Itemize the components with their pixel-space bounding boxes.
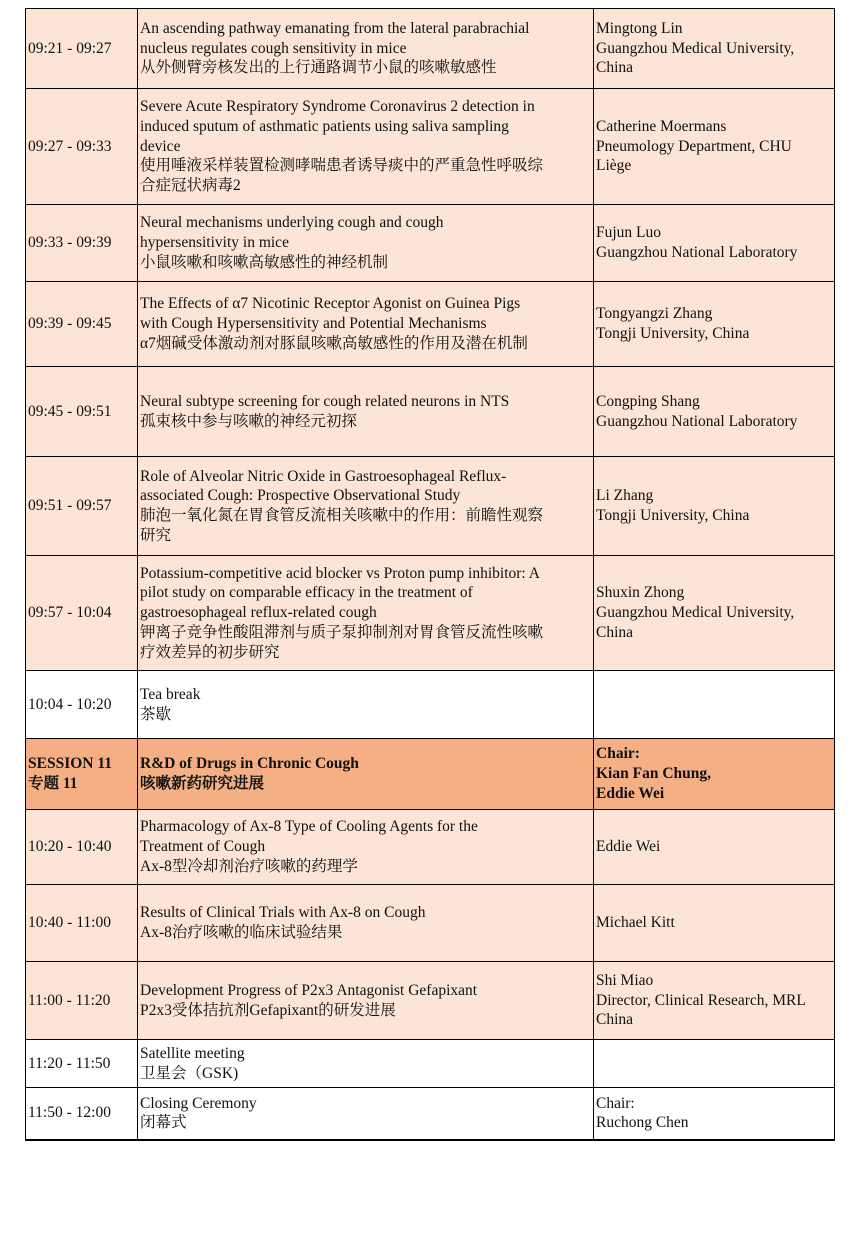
speaker-affiliation: Pneumology Department, CHU xyxy=(596,137,792,155)
talk-title xyxy=(138,1040,594,1088)
time-cell: 11:00 - 11:20 xyxy=(26,962,138,1040)
schedule-table xyxy=(25,8,835,1141)
speaker-name: Chair: xyxy=(596,1094,635,1112)
time-cell: 10:40 - 11:00 xyxy=(26,885,138,962)
speaker-affiliation: Kian Fan Chung, xyxy=(596,765,712,783)
speaker-affiliation: Director, Clinical Research, MRL xyxy=(596,991,806,1009)
title-line: Treatment of Cough xyxy=(140,838,266,856)
speaker-name: Congping Shang xyxy=(596,392,700,410)
talk-title xyxy=(138,367,594,457)
title-line: 小鼠咳嗽和咳嗽高敏感性的神经机制 xyxy=(140,253,389,271)
title-line: Development Progress of P2x3 Antagonist Gefapixant xyxy=(140,981,478,999)
talk-row xyxy=(26,556,835,671)
title-line: with Cough Hypersensitivity and Potential Mechanisms xyxy=(140,315,487,333)
speaker-affiliation: China xyxy=(596,623,634,641)
title-line: associated Cough: Prospective Observational Study xyxy=(140,487,461,505)
time-cell: 09:21 - 09:27 xyxy=(26,9,138,89)
speaker-cell xyxy=(594,367,835,457)
talk-row xyxy=(26,89,835,205)
title-line: hypersensitivity in mice xyxy=(140,234,289,252)
speaker-name: Michael Kitt xyxy=(596,914,675,932)
title-line: 从外侧臂旁核发出的上行通路调节小鼠的咳嗽敏感性 xyxy=(140,59,497,77)
time-cell: 09:57 - 10:04 xyxy=(26,556,138,671)
title-line: induced sputum of asthmatic patients using saliva sampling xyxy=(140,117,509,135)
time-cell: 10:04 - 10:20 xyxy=(26,671,138,739)
talk-title xyxy=(138,457,594,556)
speaker-affiliation: Liège xyxy=(596,157,632,175)
title-line: R&D of Drugs in Chronic Cough xyxy=(140,755,359,773)
break-row xyxy=(26,671,835,739)
time-cell: 09:51 - 09:57 xyxy=(26,457,138,556)
title-line: 咳嗽新药研究进展 xyxy=(140,775,265,792)
time-cell: 09:45 - 09:51 xyxy=(26,367,138,457)
title-line: 卫星会（GSK) xyxy=(140,1064,239,1082)
talk-title xyxy=(138,885,594,962)
talk-title xyxy=(138,810,594,885)
speaker-affiliation: Guangzhou Medical University, xyxy=(596,39,795,57)
title-line: pilot study on comparable efficacy in the treatment of xyxy=(140,584,473,602)
session-label-line: SESSION 11 xyxy=(28,755,113,773)
talk-title xyxy=(138,9,594,89)
speaker-name: Eddie Wei xyxy=(596,838,661,856)
time-cell: 11:50 - 12:00 xyxy=(26,1088,138,1140)
title-line: Neural subtype screening for cough related neurons in NTS xyxy=(140,392,510,410)
speaker-cell xyxy=(594,671,835,739)
speaker-affiliation: Guangzhou National Laboratory xyxy=(596,244,798,261)
title-line: Severe Acute Respiratory Syndrome Coronavirus 2 detection in xyxy=(140,98,535,116)
speaker-cell xyxy=(594,962,835,1040)
title-line: 钾离子竞争性酸阻滞剂与质子泵抑制剂对胃食管反流性咳嗽 xyxy=(140,623,544,641)
break-row xyxy=(26,1040,835,1088)
talk-title xyxy=(138,1088,594,1140)
speaker-affiliation: Tongji University, China xyxy=(596,507,750,524)
title-line: Neural mechanisms underlying cough and cough xyxy=(140,214,444,232)
title-line: 疗效差异的初步研究 xyxy=(140,643,280,661)
speaker-cell xyxy=(594,1040,835,1088)
speaker-name: Li Zhang xyxy=(596,487,654,505)
break-row xyxy=(26,1088,835,1140)
session-label-line: 专题 11 xyxy=(28,775,78,792)
speaker-name: Chair: xyxy=(596,745,640,763)
talk-title xyxy=(138,89,594,205)
speaker-affiliation: Tongji University, China xyxy=(596,325,750,342)
speaker-affiliation: Guangzhou National Laboratory xyxy=(596,412,798,430)
title-line: Ax-8型冷却剂治疗咳嗽的药理学 xyxy=(140,857,358,875)
talk-row xyxy=(26,457,835,556)
speaker-name: Catherine Moermans xyxy=(596,117,727,135)
title-line: 闭幕式 xyxy=(140,1114,187,1132)
title-line: 茶歇 xyxy=(140,705,172,723)
session-header-row xyxy=(26,739,835,810)
title-line: 孤束核中参与咳嗽的神经元初探 xyxy=(140,412,358,430)
talk-title xyxy=(138,282,594,367)
speaker-cell xyxy=(594,205,835,282)
speaker-affiliation: China xyxy=(596,1011,634,1029)
talk-title xyxy=(138,962,594,1040)
speaker-cell xyxy=(594,89,835,205)
speaker-affiliation: Ruchong Chen xyxy=(596,1114,689,1132)
speaker-affiliation: China xyxy=(596,59,634,77)
speaker-affiliation: Eddie Wei xyxy=(596,784,665,802)
title-line: Closing Ceremony xyxy=(140,1094,257,1112)
session-title xyxy=(138,739,594,810)
session-chairs xyxy=(594,739,835,810)
time-cell: 09:39 - 09:45 xyxy=(26,282,138,367)
time-cell: 09:33 - 09:39 xyxy=(26,205,138,282)
title-line: Tea break xyxy=(140,685,201,703)
talk-row xyxy=(26,205,835,282)
speaker-name: Tongyangzi Zhang xyxy=(596,305,713,323)
speaker-cell xyxy=(594,810,835,885)
speaker-cell xyxy=(594,457,835,556)
title-line: Role of Alveolar Nitric Oxide in Gastroesophageal Reflux- xyxy=(140,467,507,485)
title-line: Ax-8治疗咳嗽的临床试验结果 xyxy=(140,924,343,941)
title-line: device xyxy=(140,137,181,155)
speaker-name: Shuxin Zhong xyxy=(596,584,685,602)
title-line: Potassium-competitive acid blocker vs Proton pump inhibitor: A xyxy=(140,564,540,582)
talk-row xyxy=(26,367,835,457)
talk-title xyxy=(138,671,594,739)
talk-row xyxy=(26,810,835,885)
speaker-name: Shi Miao xyxy=(596,971,654,989)
title-line: 肺泡一氧化氮在胃食管反流相关咳嗽中的作用：前瞻性观察 xyxy=(140,507,544,524)
talk-row xyxy=(26,885,835,962)
time-cell: 10:20 - 10:40 xyxy=(26,810,138,885)
speaker-cell xyxy=(594,9,835,89)
title-line: gastroesophageal reflux-related cough xyxy=(140,604,377,622)
talk-title xyxy=(138,556,594,671)
speaker-cell xyxy=(594,1088,835,1140)
title-line: Results of Clinical Trials with Ax-8 on Cough xyxy=(140,904,426,922)
speaker-cell xyxy=(594,885,835,962)
time-cell: 09:27 - 09:33 xyxy=(26,89,138,205)
title-line: Satellite meeting xyxy=(140,1044,245,1062)
title-line: P2x3受体拮抗剂Gefapixant的研发进展 xyxy=(140,1001,396,1019)
title-line: Pharmacology of Ax-8 Type of Cooling Agents for the xyxy=(140,818,478,836)
session-label xyxy=(26,739,138,810)
time-cell: 11:20 - 11:50 xyxy=(26,1040,138,1088)
title-line: 使用唾液采样装置检测哮喘患者诱导痰中的严重急性呼吸综 xyxy=(140,157,544,175)
talk-row xyxy=(26,962,835,1040)
speaker-name: Mingtong Lin xyxy=(596,19,683,37)
title-line: 研究 xyxy=(140,526,172,544)
talk-title xyxy=(138,205,594,282)
talk-row xyxy=(26,9,835,89)
speaker-name: Fujun Luo xyxy=(596,224,662,242)
talk-row xyxy=(26,282,835,367)
title-line: α7烟碱受体激动剂对豚鼠咳嗽高敏感性的作用及潜在机制 xyxy=(140,334,528,352)
title-line: nucleus regulates cough sensitivity in mice xyxy=(140,39,407,57)
speaker-affiliation: Guangzhou Medical University, xyxy=(596,604,795,622)
speaker-cell xyxy=(594,556,835,671)
title-line: The Effects of α7 Nicotinic Receptor Agonist on Guinea Pigs xyxy=(140,295,521,313)
title-line: An ascending pathway emanating from the lateral parabrachial xyxy=(140,19,530,37)
title-line: 合症冠状病毒2 xyxy=(140,177,241,195)
speaker-cell xyxy=(594,282,835,367)
schedule-body xyxy=(26,9,835,1140)
